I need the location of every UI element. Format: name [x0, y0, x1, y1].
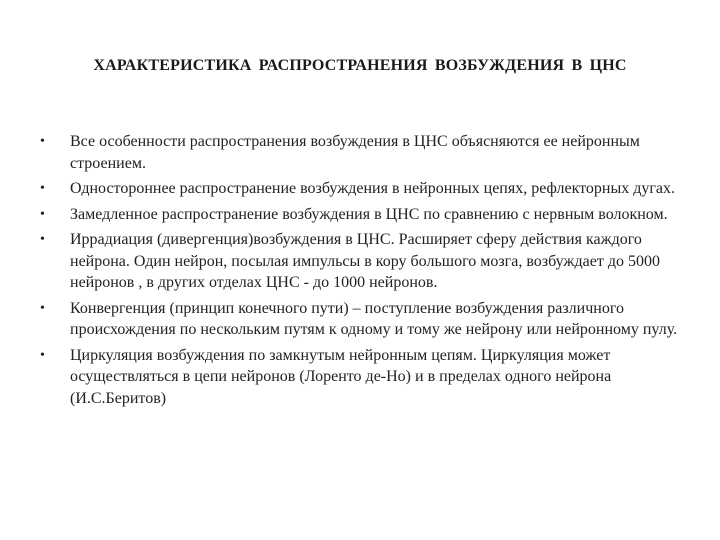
bullet-item — [40, 178, 690, 200]
bullet-marker: • — [40, 181, 45, 196]
bullet-marker: • — [40, 134, 45, 149]
bullet-text: Конвергенция (принцип конечного пути) – поступление возбуждения различного происхождения по нескольким путям к одному и тому же нейрону или нейронному пулу. — [70, 299, 678, 338]
bullet-item — [40, 345, 690, 410]
bullet-text: Все особенности распространения возбуждения в ЦНС объясняются ее нейронным строением. — [70, 133, 640, 172]
bullet-list — [40, 131, 690, 413]
bullet-text: Циркуляция возбуждения по замкнутым нейронным цепям. Циркуляция может осуществляться в цепи нейронов (Лоренто де-Но) и в пределах одного нейрона (И.С.Беритов) — [70, 346, 612, 407]
bullet-marker: • — [40, 347, 45, 363]
bullet-item — [40, 204, 690, 226]
bullet-text: Иррадиация (дивергенция)возбуждения в ЦНС. Расширяет сферу действия каждого нейрона. Один нейрон, посылая импульсы в кору большого мозга, возбуждает до 5000 нейронов , в других отделах ЦНС - до 1000 нейронов. — [70, 231, 660, 291]
bullet-marker: • — [40, 206, 45, 222]
bullet-item — [40, 298, 690, 341]
bullet-text: Замедленное распространение возбуждения в ЦНС по сравнению с нервным волокном. — [70, 205, 668, 223]
slide-title: ХАРАКТЕРИСТИКА РАСПРОСТРАНЕНИЯ ВОЗБУЖДЕНИЯ В ЦНС — [93, 57, 627, 74]
bullet-item — [40, 131, 690, 174]
bullet-marker: • — [40, 300, 45, 316]
bullet-marker: • — [40, 232, 45, 247]
bullet-item — [40, 229, 690, 294]
bullet-text: Одностороннее распространение возбуждения в нейронных цепях, рефлекторных дугах. — [70, 180, 676, 197]
